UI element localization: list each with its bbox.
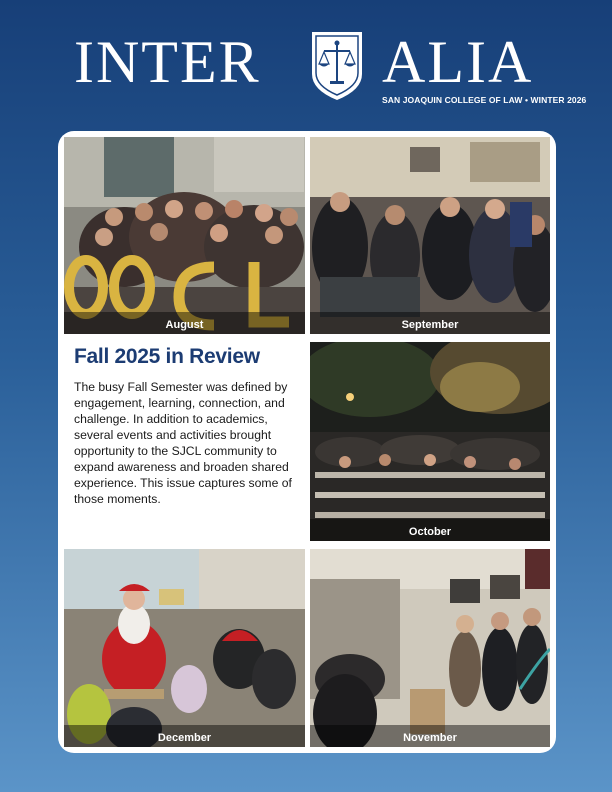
photo-august: [64, 137, 305, 334]
masthead: [0, 22, 612, 112]
masthead-title-left: INTER: [74, 29, 261, 95]
masthead-title-right: ALIA: [382, 29, 534, 95]
caption-december: December: [157, 732, 212, 744]
intro-section: [74, 345, 306, 507]
caption-october: October: [408, 526, 452, 538]
photo-october: [310, 342, 550, 541]
masthead-subline: SAN JOAQUIN COLLEGE OF LAW • WINTER 2026: [382, 95, 587, 105]
photo-december: [64, 549, 305, 747]
photo-november: [310, 549, 550, 747]
intro-title: Fall 2025 in Review: [74, 345, 260, 368]
intro-body: The busy Fall Semester was defined by engagement, learning, connection, and challenge. In addition to academics, several events and activities brought opportunity to the SJCL community to expand awareness and broaden shared experience. This issue captures some of those moments.: [74, 380, 292, 506]
photo-september: [310, 137, 550, 334]
caption-august: August: [165, 319, 204, 331]
caption-november: November: [403, 732, 457, 744]
caption-september: September: [401, 319, 459, 331]
scales-of-justice-shield-icon: [310, 28, 364, 102]
content-panel: [58, 131, 556, 753]
